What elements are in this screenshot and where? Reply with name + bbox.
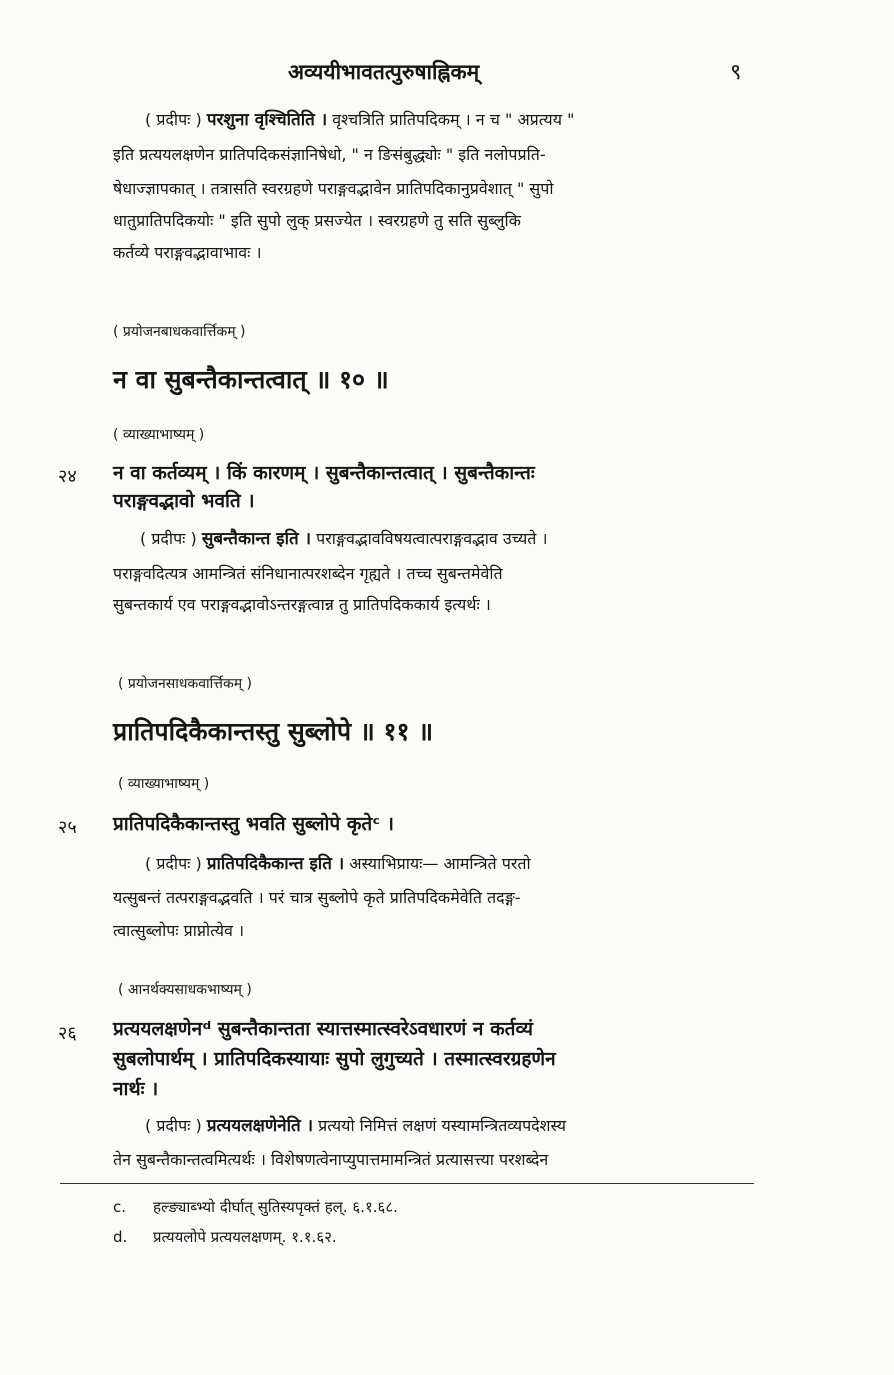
pradipa-text-line: यत्सुबन्तं तत्पराङ्गवद्भवति । परं चात्र सुब्लोपे कृते प्रातिपदिकमेवेति तदङ्ग-: [113, 888, 521, 907]
pradipa-text-line: तेन सुबन्तैकान्तत्वमित्यर्थः । विशेषणत्वेनाप्युपात्तमामन्त्रितं प्रत्यासत्त्या परशब्देन: [113, 1150, 549, 1169]
pradipa-lemma: परशुना वृश्चितिति ।: [206, 110, 328, 130]
pradipa-text-line: इति प्रत्ययलक्षणेन प्रातिपदिकसंज्ञानिषेधो, " न ङिसंबुद्ध्योः " इति नलोपप्रति-: [113, 145, 546, 164]
bhashya-line: पराङ्गवद्भावो भवति ।: [113, 490, 255, 512]
bhashya-line: सुबलोपार्थम् । प्रातिपदिकस्यायाः सुपो लुगुच्यते । तस्मात्स्वरग्रहणेन: [113, 1048, 556, 1070]
paragraph-number: २५: [58, 817, 77, 838]
footnote-mark: c.: [113, 1198, 127, 1216]
pradipa-lemma: प्रत्ययलक्षणेनेति ।: [206, 1116, 314, 1136]
pradipa-label: ( प्रदीपः ): [145, 1116, 202, 1135]
bhashya-line: न वा कर्तव्यम् । किं कारणम् । सुबन्तैकान्तत्वात् । सुबन्तैकान्तः: [113, 462, 535, 484]
bhashya-line: नार्थः ।: [113, 1078, 159, 1100]
pradipa-text-line: वृश्चत्रिति प्रातिपदिकम् । न च " अप्रत्यय ": [332, 110, 575, 129]
pradipa-intro: [140, 527, 548, 551]
section-label: ( व्याख्याभाष्यम् ): [113, 427, 205, 443]
pradipa-text-line: पराङ्गवद्भावविषयत्वात्पराङ्गवद्भाव उच्यते ।: [316, 529, 548, 548]
pradipa-text-line: सुबन्तकार्य एव पराङ्गवद्भावोऽन्तरङ्गत्वान्न तु प्रातिपदिककार्य इत्यर्थः ।: [113, 595, 491, 614]
pradipa-lemma: प्रातिपदिकैकान्त इति ।: [206, 854, 345, 874]
footnote-mark: d.: [113, 1228, 128, 1246]
footnote: [113, 1197, 398, 1217]
pradipa-text-line: प्रत्ययो निमित्तं लक्षणं यस्यामन्त्रितव्यपदेशस्य: [318, 1116, 567, 1135]
pradipa-text-line: त्वात्सुब्लोपः प्राप्नोत्येव ।: [113, 921, 245, 940]
bhashya-line: प्रातिपदिकैकान्तस्तु भवति सुब्लोपे कृतेᶜ ।: [113, 813, 394, 835]
paragraph-number: २६: [58, 1023, 77, 1044]
varttika: न वा सुबन्तैकान्तत्वात् ॥ १० ॥: [113, 365, 389, 394]
pradipa-intro: [145, 852, 531, 876]
footnote-rule: [60, 1183, 754, 1184]
pradipa-intro: [145, 108, 574, 132]
pradipa-label: ( प्रदीपः ): [145, 110, 202, 129]
pradipa-label: ( प्रदीपः ): [140, 529, 197, 548]
footnote: [113, 1227, 337, 1247]
pradipa-text-line: अस्याभिप्रायः— आमन्त्रिते परतो: [349, 854, 531, 873]
pradipa-lemma: सुबन्तैकान्त इति ।: [201, 529, 312, 549]
varttika: प्रातिपदिकैकान्तस्तु सुब्लोपे ॥ ११ ॥: [113, 717, 434, 746]
footnote-text: प्रत्ययलोपे प्रत्ययलक्षणम्. १.१.६२.: [153, 1228, 337, 1246]
pradipa-intro: [145, 1114, 566, 1138]
pradipa-text-line: पराङ्गवदित्यत्र आमन्त्रितं संनिधानात्परशब्देन गृह्यते । तच्च सुबन्तमेवेति: [113, 564, 503, 583]
paragraph-number: २४: [58, 466, 77, 487]
bhashya-line: प्रत्ययलक्षणेनᵈ सुबन्तैकान्तता स्यात्तस्मात्स्वरेऽवधारणं न कर्तव्यं: [113, 1018, 534, 1040]
pradipa-label: ( प्रदीपः ): [145, 854, 202, 873]
section-label: ( आनर्थक्यसाधकभाष्यम् ): [118, 982, 252, 998]
footnote-text: हल्ङ्याब्भ्यो दीर्घात् सुतिस्यपृक्तं हल्. ६.१.६८.: [153, 1198, 398, 1216]
pradipa-text-line: कर्तव्ये पराङ्गवद्भावाभावः ।: [113, 243, 262, 262]
pradipa-text-line: षेधाज्ज्ञापकात् । तत्रासति स्वरग्रहणे पराङ्गवद्भावेन प्रातिपदिकानुप्रवेशात् " सुपो: [113, 179, 554, 198]
page-number: ९: [730, 60, 742, 85]
pradipa-text-line: धातुप्रातिपदिकयोः " इति सुपो लुक् प्रसज्येत । स्वरग्रहणे तु सति सुब्लुकि: [113, 211, 521, 230]
section-label: ( व्याख्याभाष्यम् ): [118, 776, 210, 792]
running-header: अव्ययीभावतत्पुरुषाह्निकम्: [288, 60, 480, 84]
section-label: ( प्रयोजनबाधकवार्त्तिकम् ): [113, 324, 246, 340]
section-label: ( प्रयोजनसाधकवार्त्तिकम् ): [118, 676, 252, 692]
